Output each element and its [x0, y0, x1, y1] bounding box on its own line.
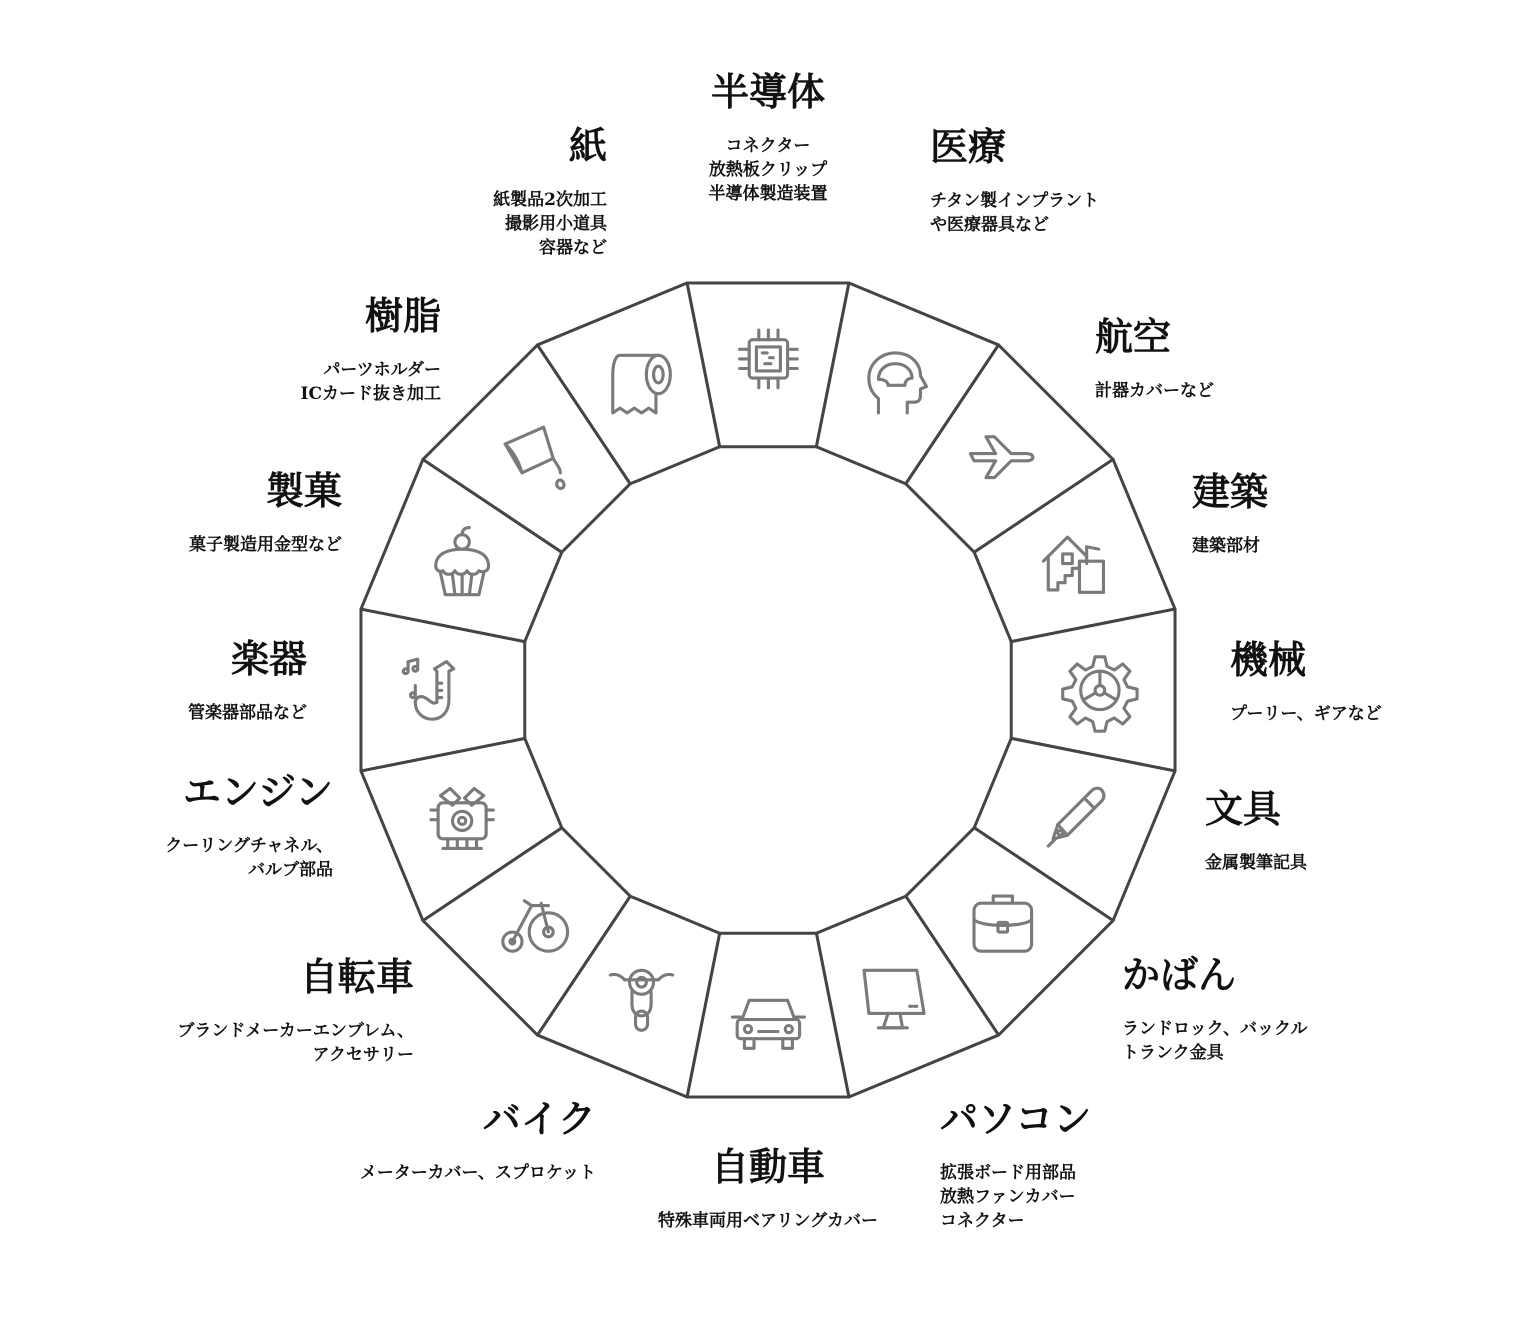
description-line: プーリー、ギアなど [1230, 704, 1382, 724]
category-description [493, 188, 607, 260]
category-title: 自動車 [710, 1144, 826, 1189]
category-description [940, 1161, 1091, 1233]
category-title: バイク [482, 1096, 596, 1141]
category-title: 医療 [930, 124, 1007, 169]
description-line: 放熱板クリップ [708, 160, 828, 180]
category-title: 機械 [1230, 637, 1307, 682]
label-machinery [1230, 638, 1382, 726]
label-pc [940, 1097, 1091, 1233]
description-line: 特殊車両用ベアリングカバー [658, 1211, 878, 1231]
description-line: ランドロック、バックル [1122, 1019, 1308, 1039]
description-line: 紙製品2次加工 [493, 190, 607, 210]
description-line: コネクター [725, 136, 811, 156]
description-line: 金属製筆記具 [1205, 853, 1307, 873]
description-line: バルブ部品 [248, 860, 333, 880]
category-description [301, 358, 441, 406]
label-paper [493, 124, 607, 260]
label-architecture [1192, 470, 1268, 558]
category-description [360, 1161, 596, 1185]
label-confectionery [189, 469, 342, 557]
category-title: 楽器 [230, 636, 307, 681]
label-automobile [658, 1145, 878, 1233]
description-line: 容器など [539, 238, 607, 258]
category-title: かばん [1122, 952, 1237, 997]
description-line: 建築部材 [1192, 536, 1260, 556]
category-title: 製菓 [265, 468, 342, 513]
description-line: チタン製インプラント [930, 191, 1100, 211]
label-engine [165, 770, 333, 882]
category-title: エンジン [182, 769, 333, 814]
category-description [1192, 534, 1268, 558]
label-instrument [188, 637, 307, 725]
category-description [189, 533, 342, 557]
category-title: 樹脂 [364, 293, 441, 338]
description-line: メーターカバー、スプロケット [359, 1163, 596, 1183]
description-line: や医療器具など [930, 215, 1049, 235]
description-line: 放熱ファンカバー [940, 1187, 1076, 1207]
description-line: 計器カバーなど [1095, 381, 1214, 401]
label-aviation [1095, 315, 1214, 403]
label-medical [930, 125, 1099, 237]
category-description [1230, 702, 1382, 726]
description-line: コネクター [940, 1211, 1025, 1231]
category-description [1122, 1017, 1307, 1065]
category-description [177, 1019, 414, 1067]
category-title: 紙 [568, 123, 607, 168]
category-description [188, 701, 307, 725]
description-line: 拡張ボード用部品 [940, 1163, 1076, 1183]
description-line: 半導体製造装置 [708, 184, 828, 204]
category-description [658, 1209, 878, 1233]
label-semiconductor [709, 70, 828, 206]
description-line: アクセサリー [312, 1045, 414, 1065]
label-motorbike [360, 1097, 596, 1185]
description-line: 管楽器部品など [188, 703, 307, 723]
description-line: ブランドメーカーエンブレム、 [177, 1021, 414, 1041]
label-bag [1122, 953, 1307, 1065]
label-bicycle [177, 955, 414, 1067]
category-description [709, 134, 828, 206]
category-description [165, 834, 333, 882]
category-title: パソコン [940, 1096, 1092, 1141]
category-description [1205, 851, 1307, 875]
category-description [930, 189, 1099, 237]
category-title: 半導体 [710, 69, 825, 114]
description-line: パーツホルダー [323, 360, 441, 380]
label-stationery [1205, 787, 1307, 875]
category-title: 建築 [1192, 469, 1269, 514]
description-line: ICカード抜き加工 [300, 384, 441, 404]
description-line: クーリングチャネル、 [165, 836, 333, 856]
description-line: 撮影用小道具 [505, 214, 607, 234]
description-line: 菓子製造用金型など [189, 535, 342, 555]
category-title: 自転車 [299, 954, 414, 999]
label-resin [301, 294, 441, 406]
category-title: 航空 [1095, 314, 1172, 359]
description-line: トランク金具 [1122, 1043, 1224, 1063]
category-title: 文具 [1205, 786, 1282, 831]
category-description [1095, 379, 1214, 403]
